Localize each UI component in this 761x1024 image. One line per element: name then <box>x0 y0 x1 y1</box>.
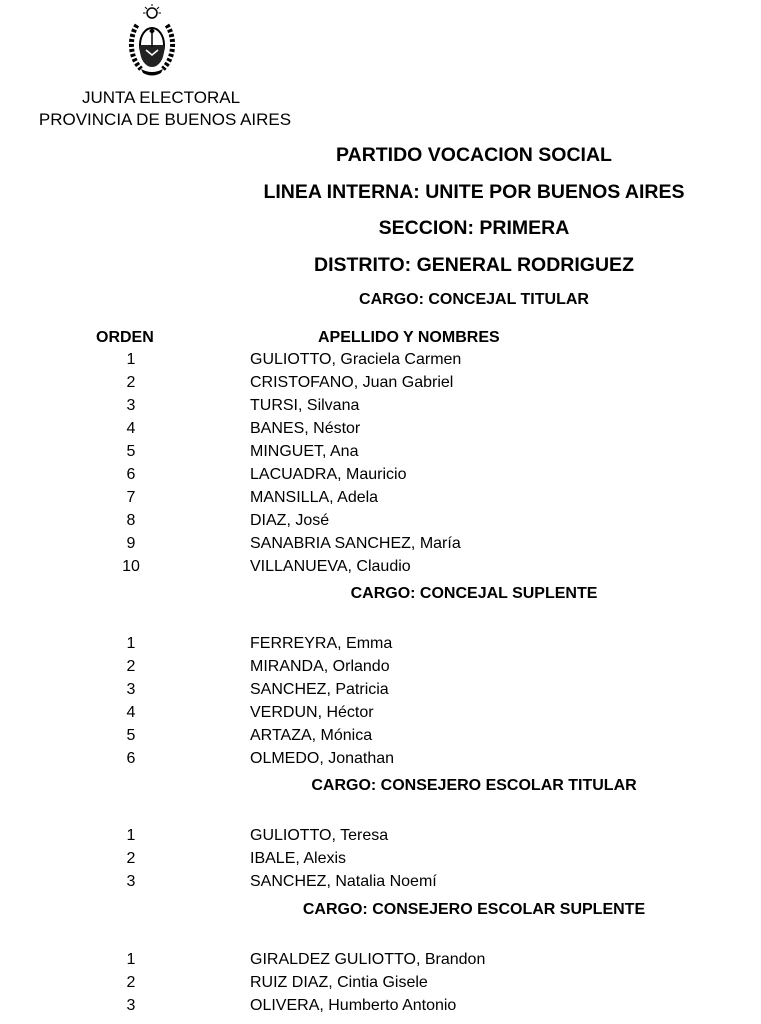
candidate-order: 1 <box>126 635 136 652</box>
candidate-row <box>0 657 761 680</box>
candidate-order: 2 <box>126 658 136 675</box>
candidate-name: GULIOTTO, Teresa <box>250 827 389 844</box>
candidate-row <box>0 872 761 895</box>
candidate-row <box>0 511 761 534</box>
district-title: DISTRITO: GENERAL RODRIGUEZ <box>314 254 634 276</box>
candidate-name: CRISTOFANO, Juan Gabriel <box>250 374 454 391</box>
candidate-order: 6 <box>126 750 136 767</box>
party-title: PARTIDO VOCACION SOCIAL <box>336 144 612 166</box>
candidate-order: 4 <box>126 420 136 437</box>
cargo-heading: CARGO: CONCEJAL TITULAR <box>359 291 589 308</box>
candidate-row <box>0 442 761 465</box>
column-header-orden: ORDEN <box>96 329 154 346</box>
candidate-row <box>0 749 761 772</box>
candidate-order: 8 <box>126 512 136 529</box>
candidate-name: MANSILLA, Adela <box>250 489 379 506</box>
candidate-row <box>0 534 761 557</box>
section-title: SECCION: PRIMERA <box>378 217 570 239</box>
candidate-order: 1 <box>126 351 136 368</box>
candidate-row <box>0 373 761 396</box>
candidate-row <box>0 973 761 996</box>
candidate-name: GULIOTTO, Graciela Carmen <box>250 351 462 368</box>
candidate-name: MIRANDA, Orlando <box>250 658 390 675</box>
org-name-line2: PROVINCIA DE BUENOS AIRES <box>38 110 292 129</box>
cargo-heading: CARGO: CONCEJAL SUPLENTE <box>350 585 598 602</box>
candidate-name: SANABRIA SANCHEZ, María <box>250 535 461 552</box>
candidate-name: GIRALDEZ GULIOTTO, Brandon <box>250 951 486 968</box>
candidate-row <box>0 396 761 419</box>
candidate-row <box>0 996 761 1019</box>
candidate-order: 1 <box>126 951 136 968</box>
candidate-order: 3 <box>126 997 136 1014</box>
candidate-row <box>0 557 761 580</box>
candidate-name: BANES, Néstor <box>250 420 361 437</box>
candidate-name: SANCHEZ, Patricia <box>250 681 389 698</box>
candidate-name: DIAZ, José <box>250 512 330 529</box>
candidate-order: 2 <box>126 374 136 391</box>
candidate-name: FERREYRA, Emma <box>250 635 393 652</box>
cargo-heading: CARGO: CONSEJERO ESCOLAR TITULAR <box>311 777 637 794</box>
candidate-order: 5 <box>126 443 136 460</box>
candidate-order: 10 <box>122 558 140 575</box>
candidate-order: 7 <box>126 489 136 506</box>
candidate-order: 3 <box>126 681 136 698</box>
candidate-name: VERDUN, Héctor <box>250 704 374 721</box>
candidate-order: 2 <box>126 974 136 991</box>
candidate-order: 5 <box>126 727 136 744</box>
candidate-order: 2 <box>126 850 136 867</box>
candidate-order: 6 <box>126 466 136 483</box>
candidate-order: 3 <box>126 873 136 890</box>
candidate-row <box>0 680 761 703</box>
candidate-name: OLIVERA, Humberto Antonio <box>250 997 457 1014</box>
candidate-name: OLMEDO, Jonathan <box>250 750 395 767</box>
candidate-order: 3 <box>126 397 136 414</box>
column-header-nombres: APELLIDO Y NOMBRES <box>318 329 500 346</box>
candidate-row <box>0 849 761 872</box>
candidate-row <box>0 488 761 511</box>
candidate-name: RUIZ DIAZ, Cintia Gisele <box>250 974 428 991</box>
candidate-order: 1 <box>126 827 136 844</box>
candidate-row <box>0 350 761 373</box>
candidate-row <box>0 826 761 849</box>
cargo-heading: CARGO: CONSEJERO ESCOLAR SUPLENTE <box>302 901 646 918</box>
candidate-row <box>0 950 761 973</box>
candidate-order: 9 <box>126 535 136 552</box>
candidate-row <box>0 465 761 488</box>
candidate-row <box>0 726 761 749</box>
org-name-line1: JUNTA ELECTORAL <box>81 88 241 107</box>
candidate-name: SANCHEZ, Natalia Noemí <box>250 873 437 890</box>
candidate-row <box>0 703 761 726</box>
candidate-row <box>0 419 761 442</box>
candidate-name: TURSI, Silvana <box>250 397 360 414</box>
internal-line-title: LINEA INTERNA: UNITE POR BUENOS AIRES <box>263 181 685 203</box>
candidate-row <box>0 634 761 657</box>
candidate-name: VILLANUEVA, Claudio <box>250 558 411 575</box>
candidate-order: 4 <box>126 704 136 721</box>
candidate-name: MINGUET, Ana <box>250 443 359 460</box>
candidate-name: LACUADRA, Mauricio <box>250 466 407 483</box>
candidate-name: ARTAZA, Mónica <box>250 727 373 744</box>
coat-of-arms-icon <box>127 3 177 79</box>
candidate-name: IBALE, Alexis <box>250 850 347 867</box>
